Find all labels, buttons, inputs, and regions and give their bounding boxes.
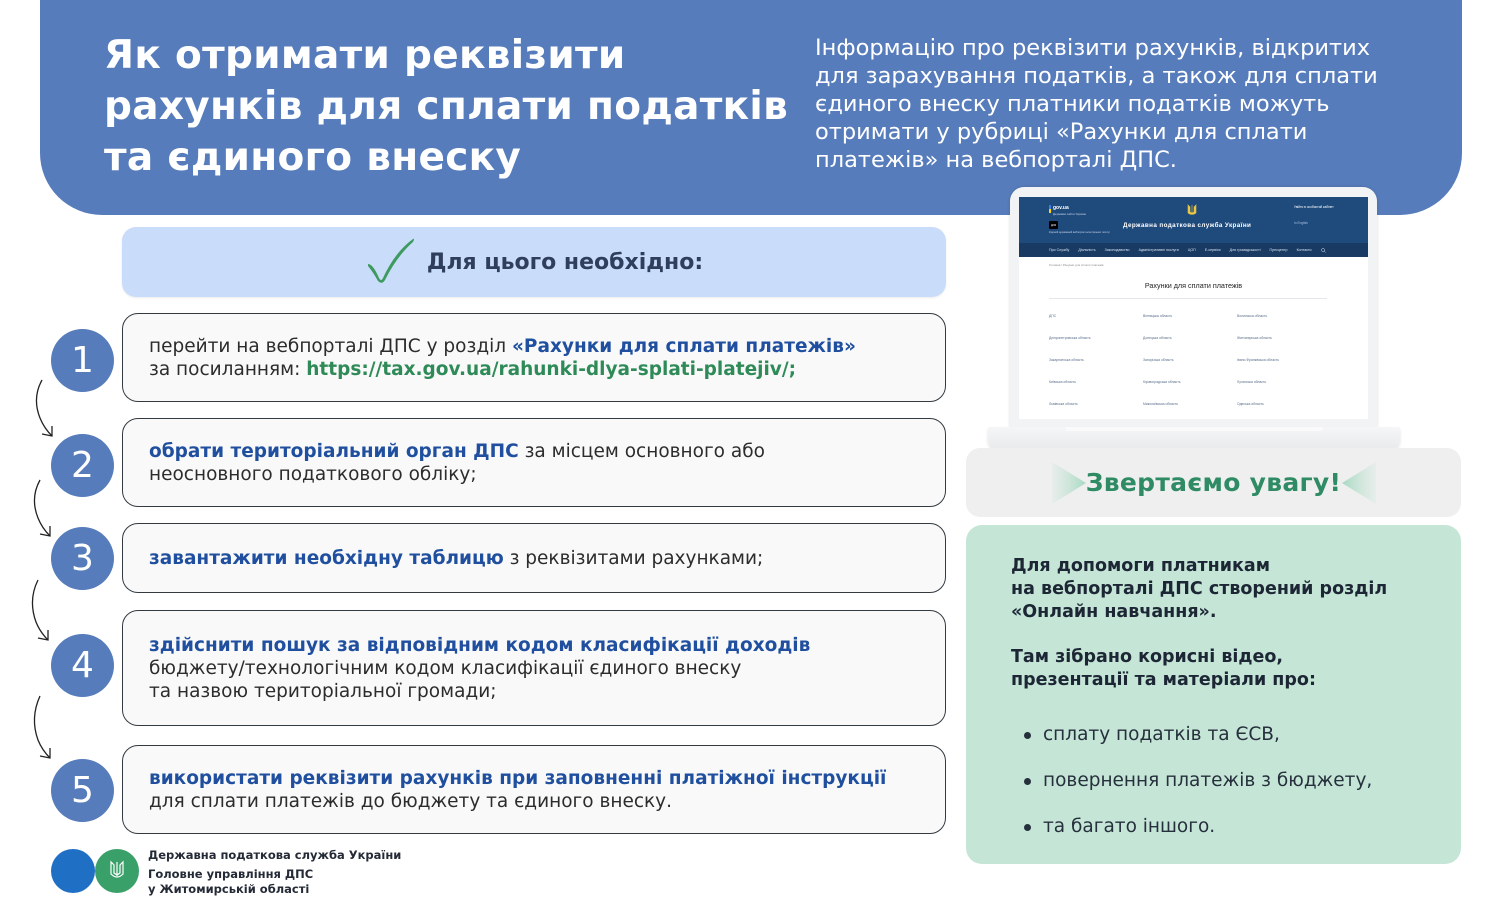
step-3-line-1 [149,547,919,570]
footer-organization [148,848,401,897]
info-line: Там зібрано корисні відео, [1011,647,1284,667]
step-highlight: «Рахунки для сплати платежів» [511,335,856,357]
breadcrumb[interactable]: Головна / Рахунки для сплати платежів [1049,263,1104,267]
info-paragraph-1 [1011,555,1451,624]
region-link[interactable]: Київська область [1049,380,1076,384]
header-description [815,34,1435,174]
curved-arrow-icon [28,478,60,540]
region-link[interactable]: Донецька область [1143,336,1172,340]
step-number-4: 4 [51,634,114,697]
nav-item[interactable]: Законодавство [1104,248,1130,252]
description-line: Інформацію про реквізити рахунків, відкритих [815,35,1371,61]
title-line: рахунків для сплати податків [104,84,789,129]
nav-item[interactable]: Контакти [1296,248,1312,252]
step-4-line-3: та назвою територіальної громади; [149,680,497,702]
step-number-3: 3 [51,527,114,590]
region-link[interactable]: Кіровоградська область [1143,380,1181,384]
govua-logo[interactable]: gov.ua [1053,205,1069,211]
region-link[interactable]: ДПС [1049,314,1057,318]
search-icon[interactable] [1321,248,1326,253]
list-item [1024,712,1372,758]
nav-item[interactable]: ЦОП [1187,248,1196,252]
info-bullet-list [1024,712,1372,850]
bullet-icon [1024,778,1031,785]
requirements-heading: Для цього необхідно: [426,249,704,275]
nav-item[interactable]: Пресцентр [1269,248,1288,252]
diia-subtitle: Єдиний державний вебпортал електронних послуг [1049,231,1110,234]
step-number-5: 5 [51,759,114,822]
region-link[interactable]: Львівська область [1049,402,1078,406]
step-card-5 [122,745,946,834]
bullet-icon [1024,824,1031,831]
requirements-heading-bar [122,227,946,297]
step-5-line-1: використати реквізити рахунків при заповненні платіжної інструкції [149,767,887,789]
govua-subtitle: Державні сайти України [1053,212,1087,216]
logo-green-circle [95,849,139,893]
info-paragraph-2 [1011,646,1451,692]
info-line: Для допомоги платникам [1011,556,1271,576]
description-line: отримати у рубриці «Рахунки для сплати [815,119,1308,145]
step-4-line-1: здійснити пошук за відповідним кодом класифікації доходів [149,634,811,656]
logo-blue-circle [51,849,95,893]
step-text: з реквізитами рахунками; [503,547,764,569]
tax-portal-link[interactable]: https://tax.gov.ua/rahunki-dlya-splati-platejiv/; [306,358,797,380]
nav-item[interactable]: Для громадськості [1229,248,1261,252]
divider [1049,298,1327,299]
region-link[interactable]: Луганська область [1237,380,1267,384]
title-line: та єдиного внеску [104,135,522,180]
step-highlight: завантажити необхідну таблицю [149,547,504,569]
region-link[interactable]: Миколаївська область [1143,402,1179,406]
info-line: «Онлайн навчання». [1011,602,1217,622]
step-number-1: 1 [51,329,114,392]
regions-list [1049,314,1349,408]
dept-name: Головне управління ДПС [148,867,314,881]
region-link[interactable]: Волинська область [1237,314,1268,318]
site-title: Державна податкова служба України [1123,222,1252,229]
trident-icon [1187,204,1197,217]
info-line: презентації та матеріали про: [1011,670,1316,690]
region-link[interactable]: Вінницька область [1143,314,1173,318]
title-line: Як отримати реквізити [104,33,626,78]
english-link[interactable]: In English [1294,221,1308,225]
region-link[interactable]: Одеська область [1237,402,1264,406]
bullet-icon [1024,732,1031,739]
attention-heading: Звертаємо увагу! [1085,468,1342,497]
laptop-hinge [1065,427,1323,431]
nav-item[interactable]: Діяльність [1078,248,1096,252]
step-2-line-2: неосновного податкового обліку; [149,463,477,485]
step-1-line-2 [149,358,919,381]
region-link[interactable]: Дніпропетровська область [1049,336,1091,340]
checkmark-icon [365,236,417,284]
list-item [1024,758,1372,804]
nav-item[interactable]: Адміністративні послуги [1138,248,1179,252]
region-link[interactable]: Закарпатська область [1049,358,1084,362]
curved-arrow-icon [26,578,58,644]
step-card-4 [122,610,946,726]
site-nav [1019,243,1368,257]
description-line: єдиного внеску платники податків можуть [815,91,1330,117]
curved-arrow-icon [28,694,60,762]
step-highlight: обрати територіальний орган ДПС [149,440,519,462]
nav-item[interactable]: Про Службу [1049,248,1070,252]
region-link[interactable]: Житомирська область [1237,336,1272,340]
step-text: за місцем основного або [518,440,765,462]
info-line: на вебпорталі ДПС створений розділ [1011,579,1388,599]
description-line: платежів» на вебпорталі ДПС. [815,147,1177,173]
step-card-1 [122,313,946,402]
step-2-line-1 [149,440,919,463]
screen-page-title: Рахунки для сплати платежів [1144,281,1243,290]
page-title [104,30,804,183]
bullet-text: та багато іншого. [1043,816,1216,837]
curved-arrow-icon [30,378,62,440]
bullet-text: сплату податків та ЄСВ, [1043,724,1280,745]
bullet-text: повернення платежів з бюджету, [1043,770,1373,791]
step-text: перейти на вебпорталі ДПС у розділ [149,335,512,357]
diia-logo[interactable]: ДІЯ [1050,223,1057,227]
login-link[interactable]: Увійти в особистий кабінет [1294,205,1334,209]
step-card-2 [122,418,946,507]
region-link[interactable]: Запорізька область [1143,358,1174,362]
ukraine-flag-icon [1049,205,1051,213]
laptop-screen-preview [1019,197,1368,419]
step-number-2: 2 [51,434,114,497]
trident-icon [109,860,125,882]
attention-banner [966,448,1461,517]
step-4-line-2: бюджету/технологічним кодом класифікації єдиного внеску [149,657,742,679]
list-item [1024,804,1372,850]
region-link[interactable]: Івано-Франківська область [1237,358,1280,362]
dept-region: у Житомирській області [148,882,310,896]
step-card-3 [122,523,946,593]
nav-item[interactable]: Е-сервіси [1204,248,1221,252]
org-name: Державна податкова служба України [148,848,402,862]
step-1-line-1 [149,335,919,358]
step-5-line-2: для сплати платежів до бюджету та єдиного внеску. [149,790,673,812]
description-line: для зарахування податків, а також для сплати [815,63,1378,89]
step-text: за посиланням: [149,358,307,380]
